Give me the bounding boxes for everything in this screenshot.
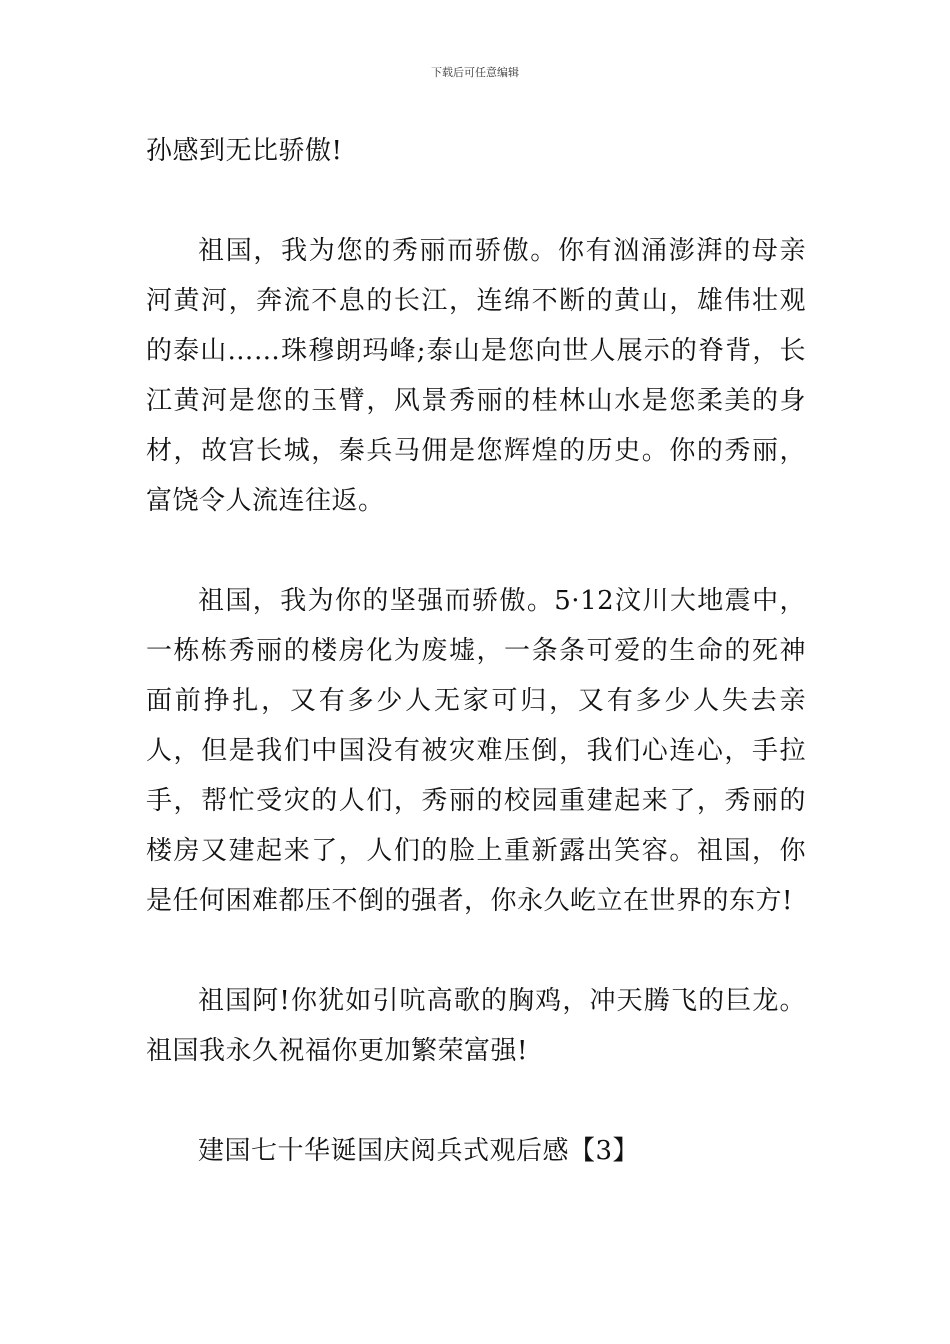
paragraph-spacer bbox=[146, 526, 806, 576]
paragraph-strength: 祖国，我为你的坚强而骄傲。5·12汶川大地震中，一栋栋秀丽的楼房化为废墟，一条条可爱的生命的死神面前挣扎，又有多少人无家可归，又有多少人失去亲人，但是我们中国没有被灾难压倒，我们心连心，手拉手，帮忙受灾的人们，秀丽的校园重建起来了，秀丽的楼房又建起来了，人们的脸上重新露出笑容。祖国，你是任何困难都压不倒的强者，你永久屹立在世界的东方! bbox=[146, 586, 806, 916]
paragraph-beauty: 祖国，我为您的秀丽而骄傲。你有汹涌澎湃的母亲河黄河，奔流不息的长江，连绵不断的黄山，雄伟壮观的泰山……珠穆朗玛峰;泰山是您向世人展示的脊背，长江黄河是您的玉臂，风景秀丽的桂林山水是您柔美的身材，故宫长城，秦兵马佣是您辉煌的历史。你的秀丽，富饶令人流连往返。 bbox=[146, 236, 806, 516]
paragraph-spacer bbox=[146, 926, 806, 976]
document-body bbox=[146, 126, 806, 1176]
section-heading: 建国七十华诞国庆阅兵式观后感【3】 bbox=[198, 1136, 640, 1166]
page-header-note: 下载后可任意编辑 bbox=[431, 66, 519, 79]
paragraph-continuation: 孙感到无比骄傲! bbox=[146, 136, 343, 166]
paragraph-blessing: 祖国阿!你犹如引吭高歌的胸鸡，冲天腾飞的巨龙。祖国我永久祝福你更加繁荣富强! bbox=[146, 986, 806, 1066]
paragraph-spacer bbox=[146, 176, 806, 226]
paragraph-spacer bbox=[146, 1076, 806, 1126]
